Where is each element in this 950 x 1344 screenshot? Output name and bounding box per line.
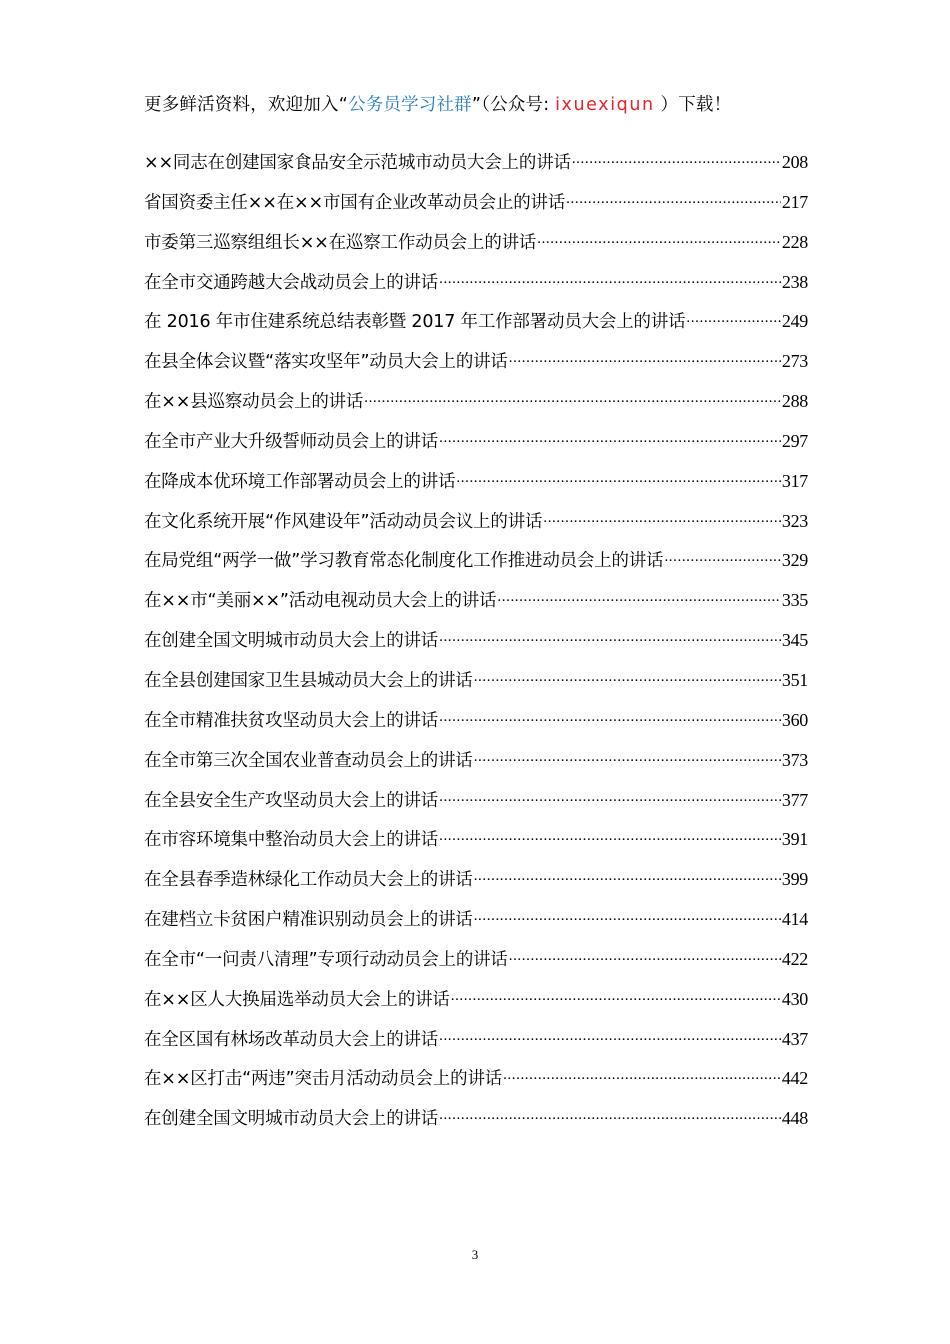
toc-entry[interactable] [144, 786, 808, 826]
dot-leader [451, 985, 781, 1005]
toc-entry-page: 399 [781, 869, 808, 890]
toc-entry-page: 297 [781, 430, 808, 451]
toc-entry-page: 345 [781, 630, 808, 651]
dot-leader [439, 825, 781, 845]
toc-entry[interactable] [144, 1064, 808, 1104]
dot-leader [439, 626, 781, 646]
toc-entry-title: 在创建全国文明城市动员大会上的讲话 [144, 1109, 439, 1130]
toc-entry[interactable] [144, 626, 808, 666]
toc-entry[interactable] [144, 188, 808, 228]
dot-leader [537, 228, 781, 248]
toc-entry[interactable] [144, 1104, 808, 1144]
toc-entry-title: 在全市“一问责八清理”专项行动动员会上的讲话 [144, 949, 508, 970]
toc-entry[interactable] [144, 507, 808, 547]
dot-leader [543, 507, 781, 527]
toc-entry[interactable] [144, 387, 808, 427]
toc-entry[interactable] [144, 706, 808, 746]
toc-entry-title: 在全市第三次全国农业普查动员会上的讲话 [144, 750, 473, 771]
toc-entry[interactable] [144, 546, 808, 586]
toc-entry-page: 208 [781, 152, 808, 172]
dot-leader [456, 467, 780, 487]
toc-entry-title: ××同志在创建国家食品安全示范城市动员大会上的讲话 [144, 153, 571, 173]
toc-entry-page: 437 [781, 1028, 808, 1049]
toc-entry-page: 288 [781, 391, 808, 412]
toc-entry-page: 422 [781, 948, 808, 969]
toc-entry-page: 351 [781, 669, 808, 690]
toc-entry[interactable] [144, 945, 808, 985]
toc-entry-title: 在全县春季造林绿化工作动员大会上的讲话 [144, 870, 473, 891]
banner-middle: ”（公众号: [471, 95, 556, 115]
dot-leader [439, 1104, 781, 1124]
dot-leader [686, 307, 780, 327]
toc-entry-title: 在全区国有林场改革动员大会上的讲话 [144, 1029, 439, 1050]
dot-leader [509, 347, 781, 367]
dot-leader [439, 427, 781, 447]
toc-entry[interactable] [144, 825, 808, 865]
toc-entry-title: 在××市“美丽××”活动电视动员大会上的讲话 [144, 591, 497, 612]
toc-entry-page: 317 [781, 470, 808, 491]
toc-entry-page: 329 [781, 550, 808, 571]
toc-entry-page: 323 [781, 510, 808, 531]
dot-leader [474, 905, 781, 925]
dot-leader [439, 1025, 781, 1045]
dot-leader [439, 706, 781, 726]
group-name-link[interactable]: 公务员学习社群 [347, 95, 472, 115]
dot-leader [474, 666, 781, 686]
toc-entry-page: 360 [781, 709, 808, 730]
toc-entry-page: 430 [781, 988, 808, 1009]
toc-entry-page: 335 [781, 590, 808, 611]
toc-entry-title: 在局党组“两学一做”学习教育常态化制度化工作推进动员会上的讲话 [144, 551, 664, 572]
toc-entry-title: 在全市交通跨越大会战动员会上的讲话 [144, 272, 439, 293]
toc-entry-title: 在××区打击“两违”突击月活动动员会上的讲话 [144, 1069, 503, 1090]
toc-entry[interactable] [144, 1025, 808, 1065]
toc-entry-title: 在××县巡察动员会上的讲话 [144, 392, 364, 413]
toc-entry-page: 273 [781, 351, 808, 372]
toc-entry-page: 217 [781, 191, 808, 212]
dot-leader [664, 546, 780, 566]
toc-entry[interactable] [144, 586, 808, 626]
toc-entry-title: 在创建全国文明城市动员大会上的讲话 [144, 631, 439, 652]
toc-entry[interactable] [144, 347, 808, 387]
dot-leader [497, 586, 781, 606]
toc-entry-page: 442 [781, 1068, 808, 1089]
toc-entry[interactable] [144, 307, 808, 347]
toc-entry-title: 在全市产业大升级誓师动员会上的讲话 [144, 431, 439, 452]
dot-leader [474, 746, 781, 766]
toc-entry[interactable] [144, 427, 808, 467]
promo-banner [144, 92, 804, 118]
toc-entry[interactable] [144, 467, 808, 507]
toc-entry[interactable] [144, 666, 808, 706]
toc-entry-title: 在文化系统开展“作风建设年”活动动员会议上的讲话 [144, 511, 543, 532]
toc-entry-page: 249 [781, 311, 808, 332]
table-of-contents [144, 148, 808, 1144]
toc-entry[interactable] [144, 985, 808, 1025]
banner-suffix: ）下载！ [654, 95, 732, 115]
toc-entry-page: 373 [781, 749, 808, 770]
toc-entry[interactable] [144, 746, 808, 786]
dot-leader [572, 148, 781, 168]
dot-leader [509, 945, 781, 965]
toc-entry[interactable] [144, 268, 808, 308]
dot-leader [503, 1064, 781, 1084]
toc-entry-page: 377 [781, 789, 808, 810]
dot-leader [566, 188, 781, 208]
toc-entry-title: 在全县安全生产攻坚动员大会上的讲话 [144, 790, 439, 811]
toc-entry-title: 在全县创建国家卫生县城动员大会上的讲话 [144, 670, 473, 691]
toc-entry-page: 228 [781, 231, 808, 252]
toc-entry[interactable] [144, 865, 808, 905]
toc-entry-title: 在××区人大换届选举动员大会上的讲话 [144, 989, 450, 1010]
account-id: ixuexiqun [555, 95, 655, 115]
dot-leader [439, 786, 781, 806]
banner-prefix: 更多鲜活资料，欢迎加入“ [144, 95, 348, 115]
dot-leader [474, 865, 781, 885]
dot-leader [364, 387, 781, 407]
toc-entry-page: 414 [781, 909, 808, 930]
toc-entry-title: 在县全体会议暨“落实攻坚年”动员大会上的讲话 [144, 352, 508, 373]
toc-entry-page: 391 [781, 829, 808, 850]
toc-entry[interactable] [144, 148, 808, 188]
toc-entry-title: 在建档立卡贫困户精准识别动员会上的讲话 [144, 910, 473, 931]
toc-entry[interactable] [144, 228, 808, 268]
toc-entry-title: 在降成本优环境工作部署动员会上的讲话 [144, 471, 456, 492]
toc-entry-title: 在 2016 年市住建系统总结表彰暨 2017 年工作部署动员大会上的讲话 [144, 312, 686, 333]
toc-entry-title: 省国资委主任××在××市国有企业改革动员会止的讲话 [144, 192, 566, 213]
toc-entry-page: 238 [781, 271, 808, 292]
toc-entry-page: 448 [781, 1108, 808, 1129]
toc-entry-title: 在市容环境集中整治动员大会上的讲话 [144, 830, 439, 851]
toc-entry-title: 市委第三巡察组组长××在巡察工作动员会上的讲话 [144, 232, 537, 253]
toc-entry-title: 在全市精准扶贫攻坚动员大会上的讲话 [144, 710, 439, 731]
page-number: 3 [471, 1247, 479, 1262]
toc-entry[interactable] [144, 905, 808, 945]
dot-leader [439, 268, 781, 288]
